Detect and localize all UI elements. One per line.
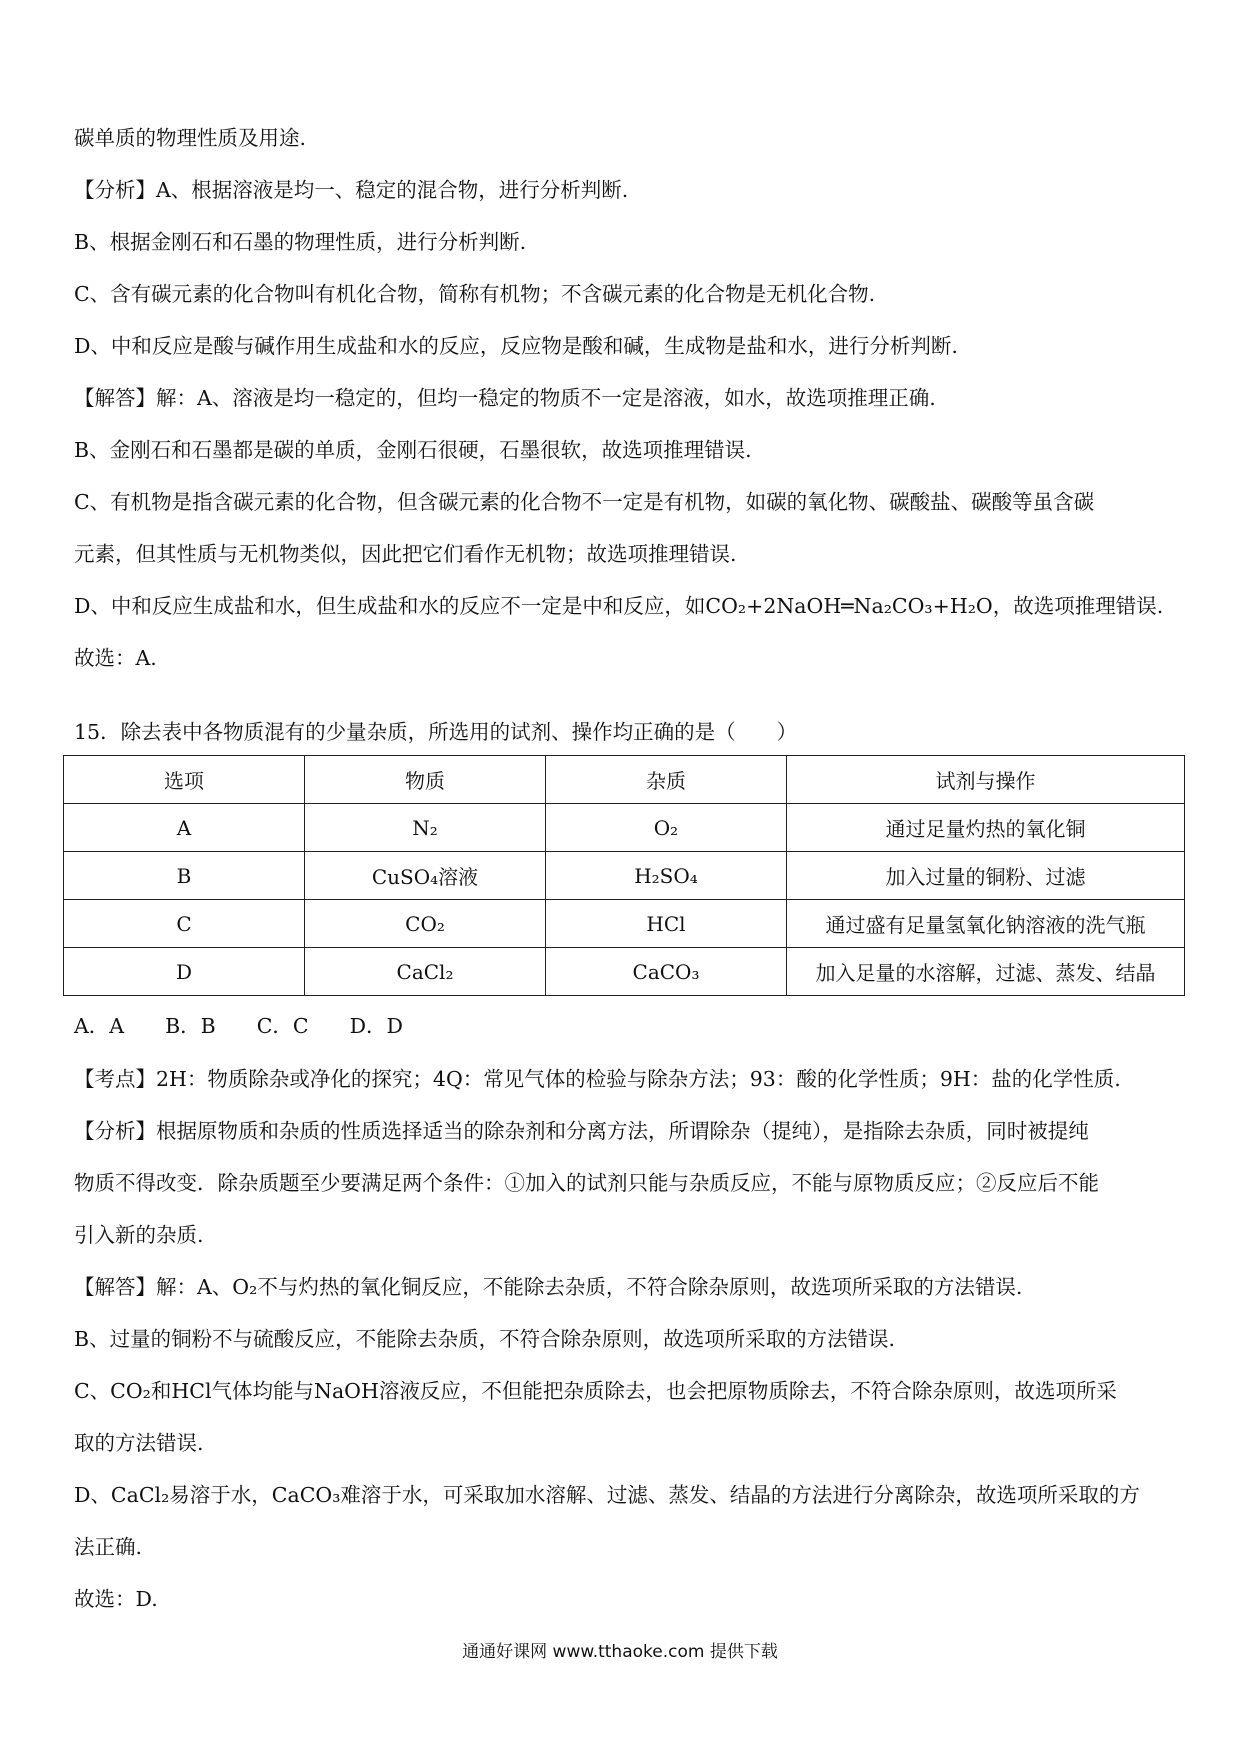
table-header-row xyxy=(64,756,1185,804)
table-cell: N₂ xyxy=(305,804,546,852)
answer-choices: A．A B．B C．C D．D xyxy=(74,1014,403,1038)
text-line: D、中和反应生成盐和水，但生成盐和水的反应不一定是中和反应，如CO₂+2NaOH═Na₂CO₃+H₂O，故选项推理错误. xyxy=(74,594,1164,618)
text-line: B、金刚石和石墨都是碳的单质，金刚石很硬，石墨很软，故选项推理错误. xyxy=(74,438,752,462)
text-line: 【解答】解：A、溶液是均一稳定的，但均一稳定的物质不一定是溶液，如水，故选项推理正确. xyxy=(74,386,936,410)
text-line: 取的方法错误. xyxy=(74,1431,204,1455)
text-line: 引入新的杂质. xyxy=(74,1223,204,1247)
text-line: 【分析】A、根据溶液是均一、稳定的混合物，进行分析判断. xyxy=(74,178,629,202)
table-row xyxy=(64,852,1185,900)
table-cell: CO₂ xyxy=(305,900,546,948)
table-header: 杂质 xyxy=(546,756,787,804)
text-line: 碳单质的物理性质及用途. xyxy=(74,126,307,150)
options-table xyxy=(63,755,1185,996)
text-line: 故选：D. xyxy=(74,1587,158,1611)
table-cell: 通过足量灼热的氧化铜 xyxy=(787,804,1185,852)
text-line: D、CaCl₂易溶于水，CaCO₃难溶于水，可采取加水溶解、过滤、蒸发、结晶的方法进行分离除杂，故选项所采取的方 xyxy=(74,1483,1140,1507)
table-row xyxy=(64,900,1185,948)
table-header: 试剂与操作 xyxy=(787,756,1185,804)
table-cell: 通过盛有足量氢氧化钠溶液的洗气瓶 xyxy=(787,900,1185,948)
question-stem: 15．除去表中各物质混有的少量杂质，所选用的试剂、操作均正确的是（ ） xyxy=(74,720,798,744)
table-cell: C xyxy=(64,900,305,948)
page-footer: 通通好课网 www.tthaoke.com 提供下载 xyxy=(462,1642,778,1662)
text-line: C、含有碳元素的化合物叫有机化合物，简称有机物；不含碳元素的化合物是无机化合物. xyxy=(74,282,876,306)
table-cell: A xyxy=(64,804,305,852)
table-cell: D xyxy=(64,948,305,996)
text-line: 物质不得改变．除杂质题至少要满足两个条件：①加入的试剂只能与杂质反应，不能与原物质反应；②反应后不能 xyxy=(74,1171,1099,1195)
table-cell: CaCO₃ xyxy=(546,948,787,996)
table-cell: 加入过量的铜粉、过滤 xyxy=(787,852,1185,900)
text-line: 元素，但其性质与无机物类似，因此把它们看作无机物；故选项推理错误. xyxy=(74,542,737,566)
table-cell: HCl xyxy=(546,900,787,948)
text-line: 法正确. xyxy=(74,1535,143,1559)
table-header: 选项 xyxy=(64,756,305,804)
text-line: 【分析】根据原物质和杂质的性质选择适当的除杂剂和分离方法，所谓除杂（提纯），是指除去杂质，同时被提纯 xyxy=(74,1119,1089,1143)
table-cell: B xyxy=(64,852,305,900)
text-line: C、CO₂和HCl气体均能与NaOH溶液反应，不但能把杂质除去，也会把原物质除去，不符合除杂原则，故选项所采 xyxy=(74,1379,1117,1403)
text-line: 【考点】2H：物质除杂或净化的探究；4Q：常见气体的检验与除杂方法；93：酸的化学性质；9H：盐的化学性质. xyxy=(74,1067,1121,1091)
text-line: B、过量的铜粉不与硫酸反应，不能除去杂质，不符合除杂原则，故选项所采取的方法错误. xyxy=(74,1327,896,1351)
table-row xyxy=(64,804,1185,852)
text-line: 故选：A. xyxy=(74,646,157,670)
table-cell: O₂ xyxy=(546,804,787,852)
table-cell: 加入足量的水溶解，过滤、蒸发、结晶 xyxy=(787,948,1185,996)
table-cell: H₂SO₄ xyxy=(546,852,787,900)
table-cell: CuSO₄溶液 xyxy=(305,852,546,900)
table-cell: CaCl₂ xyxy=(305,948,546,996)
text-line: B、根据金刚石和石墨的物理性质，进行分析判断. xyxy=(74,230,527,254)
table-header: 物质 xyxy=(305,756,546,804)
text-line: D、中和反应是酸与碱作用生成盐和水的反应，反应物是酸和碱，生成物是盐和水，进行分析判断. xyxy=(74,334,958,358)
text-line: 【解答】解：A、O₂不与灼热的氧化铜反应，不能除去杂质，不符合除杂原则，故选项所采取的方法错误. xyxy=(74,1275,1023,1299)
text-line: C、有机物是指含碳元素的化合物，但含碳元素的化合物不一定是有机物，如碳的氧化物、碳酸盐、碳酸等虽含碳 xyxy=(74,490,1095,514)
table-row xyxy=(64,948,1185,996)
